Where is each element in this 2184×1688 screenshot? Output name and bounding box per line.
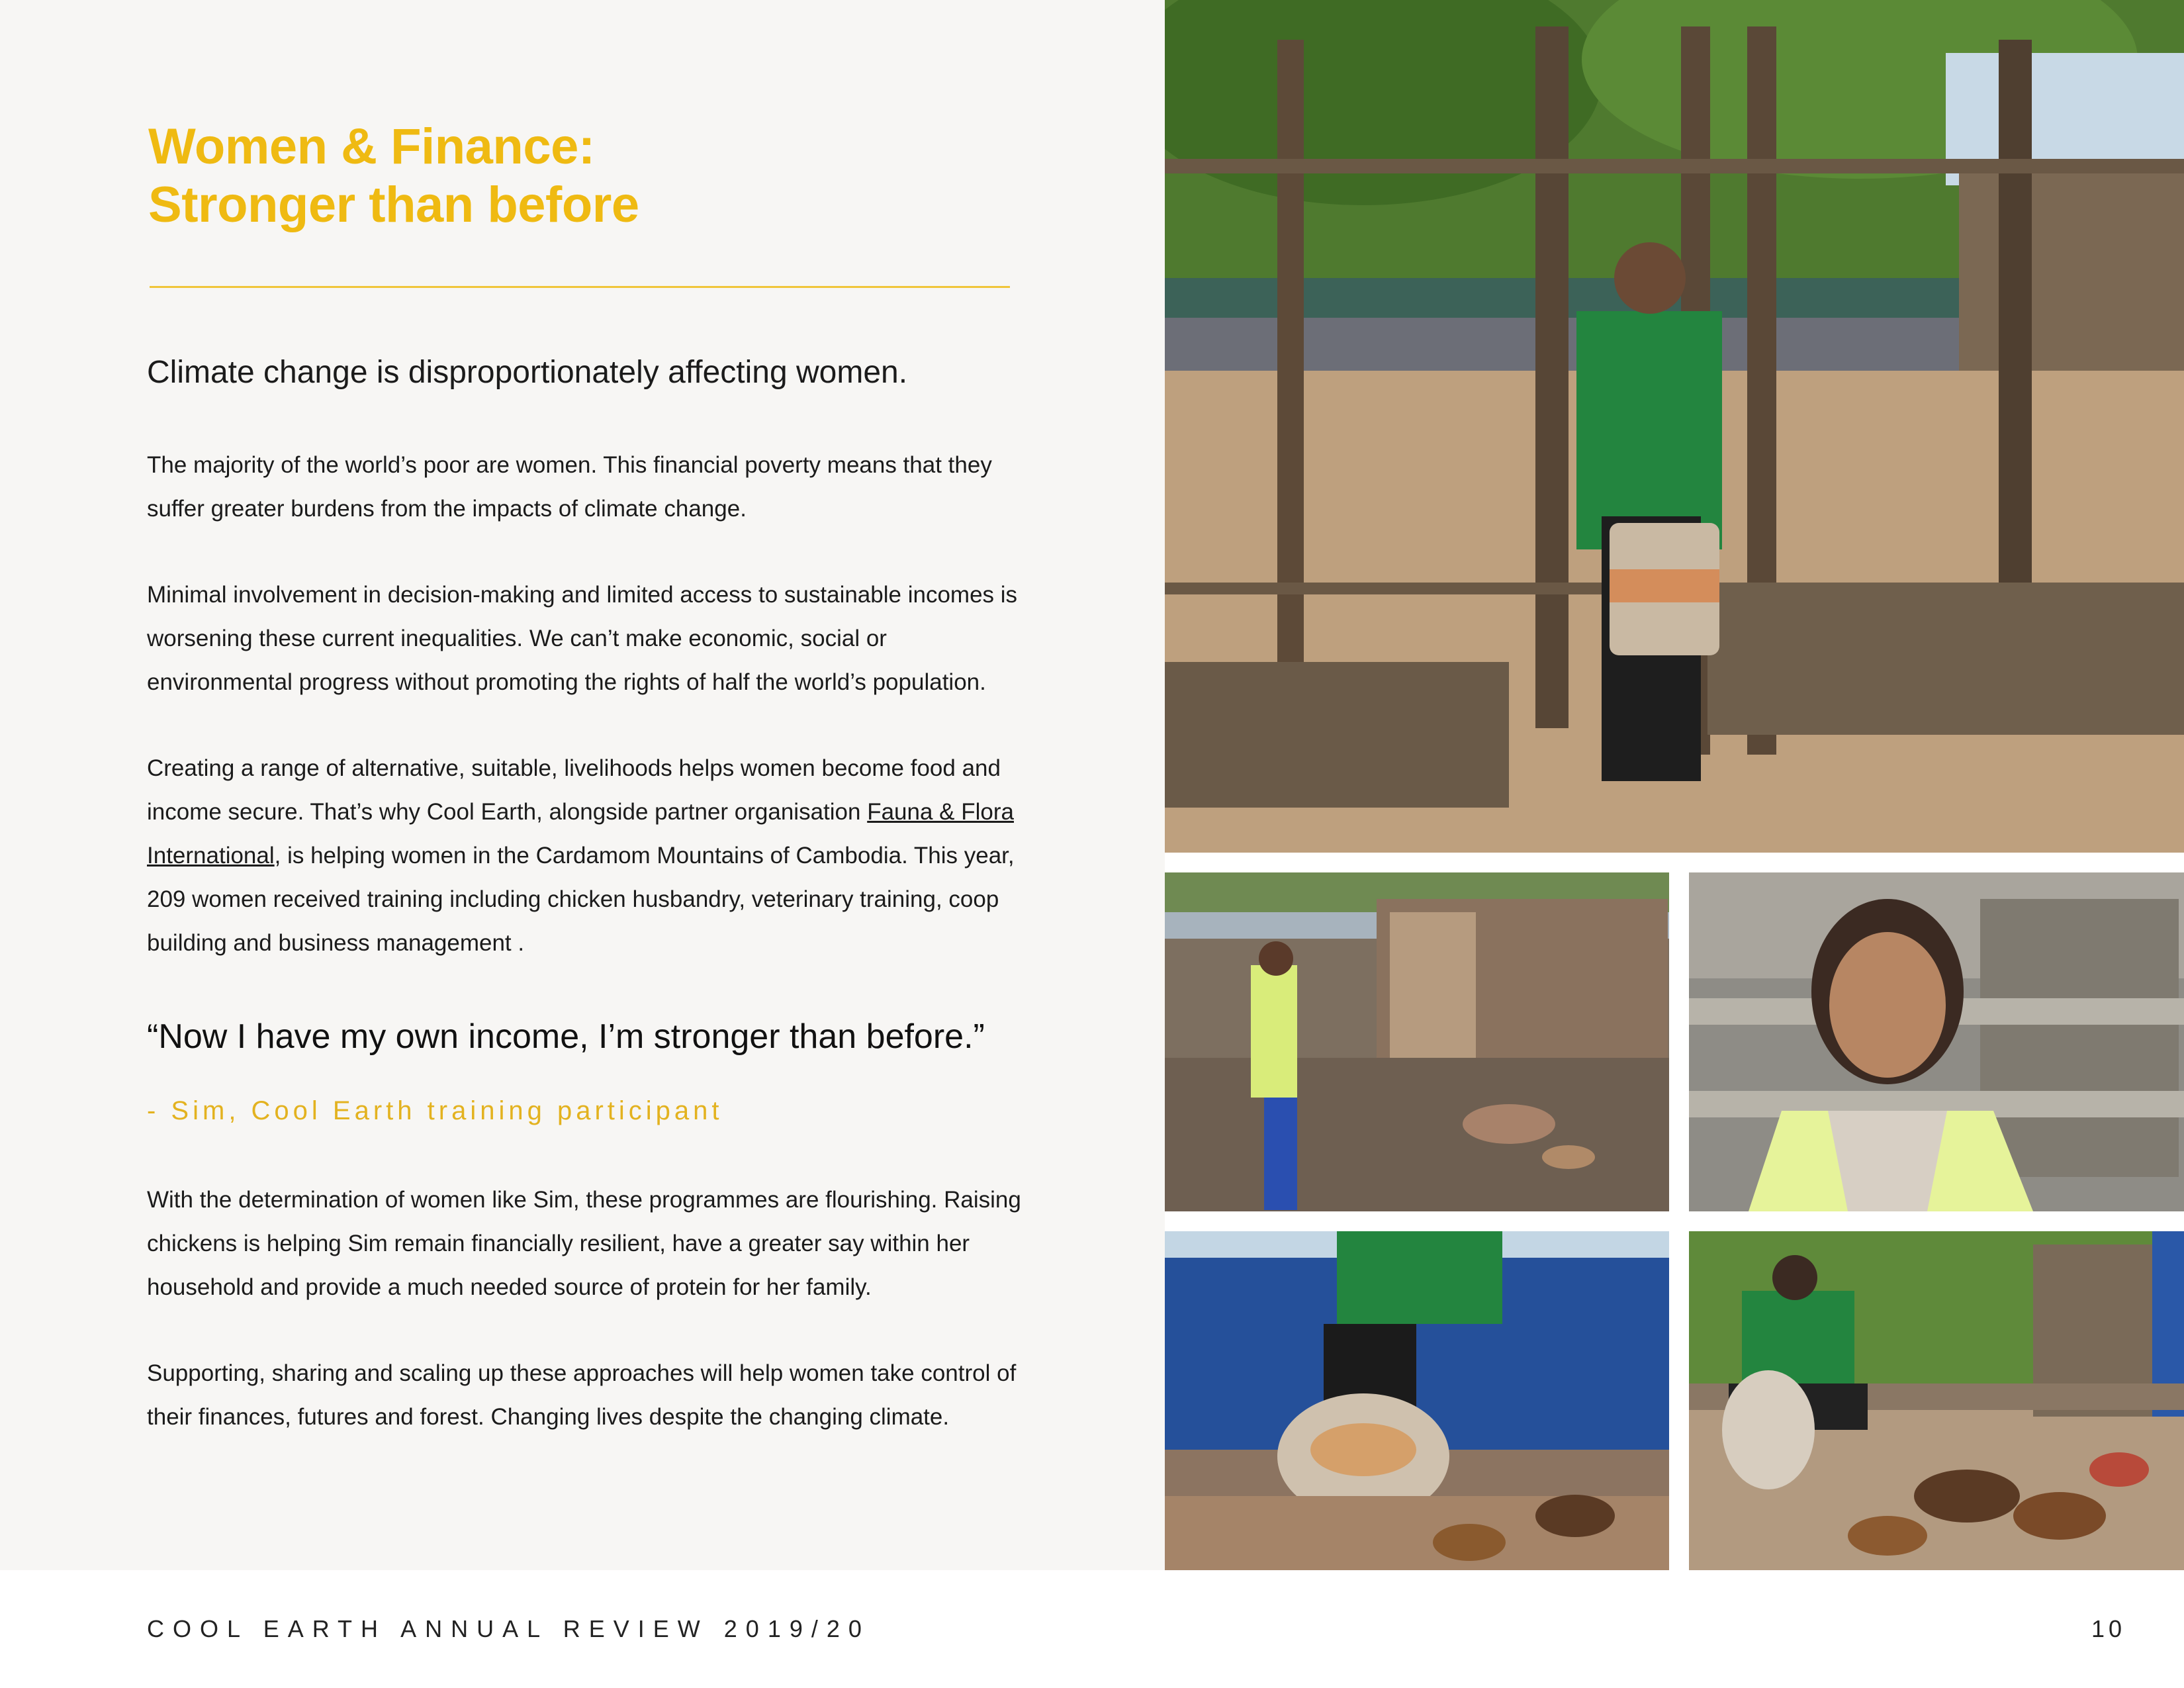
photo-pouring-feed bbox=[1165, 1231, 1669, 1570]
photo-crouching-with-chickens bbox=[1689, 1231, 2184, 1570]
page-title bbox=[148, 118, 639, 234]
page-title-line-2: Stronger than before bbox=[148, 177, 639, 233]
page-title-line-1: Women & Finance: bbox=[148, 118, 595, 175]
quote-attribution: - Sim, Cool Earth training participant bbox=[147, 1096, 723, 1125]
body-paragraph-1: The majority of the world’s poor are women. This financial poverty means that they suffer greater burdens from the impacts of climate change. bbox=[147, 452, 992, 522]
lead-paragraph: Climate change is disproportionately affecting women. bbox=[147, 355, 908, 390]
body-paragraph-3 bbox=[147, 747, 1027, 965]
footer-publication-title: COOL EARTH ANNUAL REVIEW 2019/20 bbox=[147, 1615, 870, 1642]
page-number: 10 bbox=[2091, 1615, 2126, 1642]
fauna-flora-link[interactable]: Fauna & Flora International bbox=[147, 799, 1014, 868]
pull-quote: “Now I have my own income, I’m stronger than before.” bbox=[147, 1017, 985, 1056]
body-paragraph-3-start: Creating a range of alternative, suitable, livelihoods helps women become food and income secure. That’s why Cool Earth, alongside partner organisation bbox=[147, 755, 1001, 825]
body-paragraph-3-end: , is helping women in the Cardamom Mountains of Cambodia. This year, 209 women received training including chicken husbandry, veterinary training, coop building and business management . bbox=[147, 843, 1015, 956]
body-paragraph-4: With the determination of women like Sim, these programmes are flourishing. Raising chickens is helping Sim remain financially resilient, have a greater say within her household and provide a much needed source of protein for her family. bbox=[147, 1187, 1021, 1300]
body-paragraph-2: Minimal involvement in decision-making and limited access to sustainable incomes is worsening these current inequalities. We can’t make economic, social or environmental progress without promoting the rights of half the world’s population. bbox=[147, 582, 1018, 695]
photo-sim-portrait bbox=[1689, 872, 2184, 1211]
photo-girl-feeding-chickens bbox=[1165, 872, 1669, 1211]
title-divider bbox=[150, 286, 1010, 288]
body-paragraph-5: Supporting, sharing and scaling up these approaches will help women take control of their finances, futures and forest. Changing lives despite the changing climate. bbox=[147, 1360, 1017, 1430]
photo-woman-with-bucket bbox=[1165, 0, 2184, 853]
